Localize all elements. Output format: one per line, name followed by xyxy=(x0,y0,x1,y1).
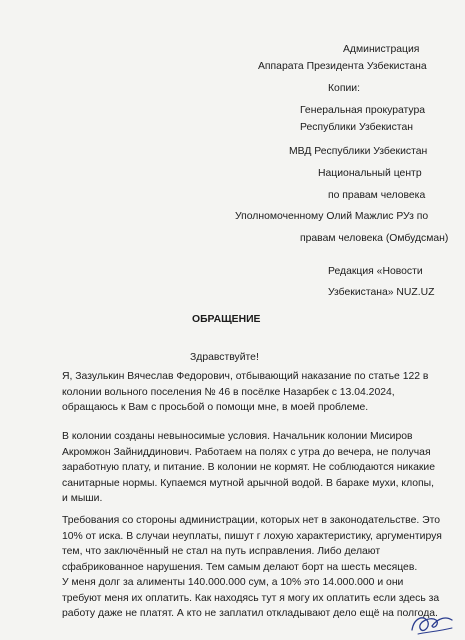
recipient-line: Администрация xyxy=(343,44,420,55)
paragraph-line: заработную плату, и питание. В колонии не кормят. Не соблюдаются никакие xyxy=(62,462,436,473)
paragraph-line: санитарные нормы. Купаемся мутной арычной водой. В бараке мухи, клопы, xyxy=(62,477,435,489)
recipient-line: МВД Республики Узбекистан xyxy=(289,146,428,157)
paragraph-line: Требования со стороны администрации, которых нет в законодательстве. Это xyxy=(62,515,441,526)
paragraph-line: и мыши. xyxy=(62,493,103,504)
signature-mark xyxy=(408,608,456,638)
paragraph-line: Акромжон Зайниддинович. Работаем на полях с утра до вечера, не получая xyxy=(62,446,431,458)
paragraph-2 xyxy=(62,429,436,507)
paragraph-line: работу даже не платят. А кто не заплатил откладывают дело ещё на полгода. xyxy=(62,608,438,619)
paragraph-line: тем, что заключённый не стал на путь исправления. Либо делают xyxy=(62,546,381,557)
recipient-line: по правам человека xyxy=(328,190,426,201)
paragraph-line: требуют меня их оплатить. Как находясь тут я могу их оплатить если здесь за xyxy=(62,592,440,604)
recipient-line: Генеральная прокуратура xyxy=(300,105,426,116)
recipient-line: Копии: xyxy=(328,83,360,94)
paragraph-1 xyxy=(62,369,429,416)
document-title: ОБРАЩЕНИЕ xyxy=(192,314,261,325)
recipient-line: Редакция «Новости xyxy=(328,266,423,277)
paragraph-4 xyxy=(62,575,440,622)
recipient-line: Республики Узбекистан xyxy=(300,122,413,133)
paragraph-line: 10% от иска. В случаи неуплаты, пишут г лохую характеристику, аргументируя xyxy=(62,530,442,542)
paragraph-line: сфабрикованное нарушения. Тем самым делают борт на шесть месяцев. xyxy=(62,561,418,573)
paragraph-line: обращаюсь к Вам с просьбой о помощи мне, в моей проблеме. xyxy=(62,402,369,413)
paragraph-line: Я, Зазулькин Вячеслав Федорович, отбывающий наказание по статье 122 в xyxy=(62,371,429,382)
recipient-line: Национальный центр xyxy=(318,168,422,179)
recipient-line: Уполномоченному Олий Мажлис РУз по xyxy=(235,211,429,222)
paragraph-3 xyxy=(62,513,442,575)
paragraph-line: В колонии созданы невыносимые условия. Начальник колонии Мисиров xyxy=(62,431,413,442)
recipient-line: правам человека (Омбудсман) xyxy=(300,233,449,244)
greeting: Здравствуйте! xyxy=(190,352,259,363)
recipient-line: Узбекистана» NUZ.UZ xyxy=(328,287,435,298)
paragraph-line: У меня долг за алименты 140.000.000 сум, а 10% это 14.000.000 и они xyxy=(62,577,404,588)
recipient-line: Аппарата Президента Узбекистана xyxy=(258,61,427,72)
paragraph-line: колонии вольного поселения № 46 в посёлке Назарбек с 13.04.2024, xyxy=(62,386,395,398)
